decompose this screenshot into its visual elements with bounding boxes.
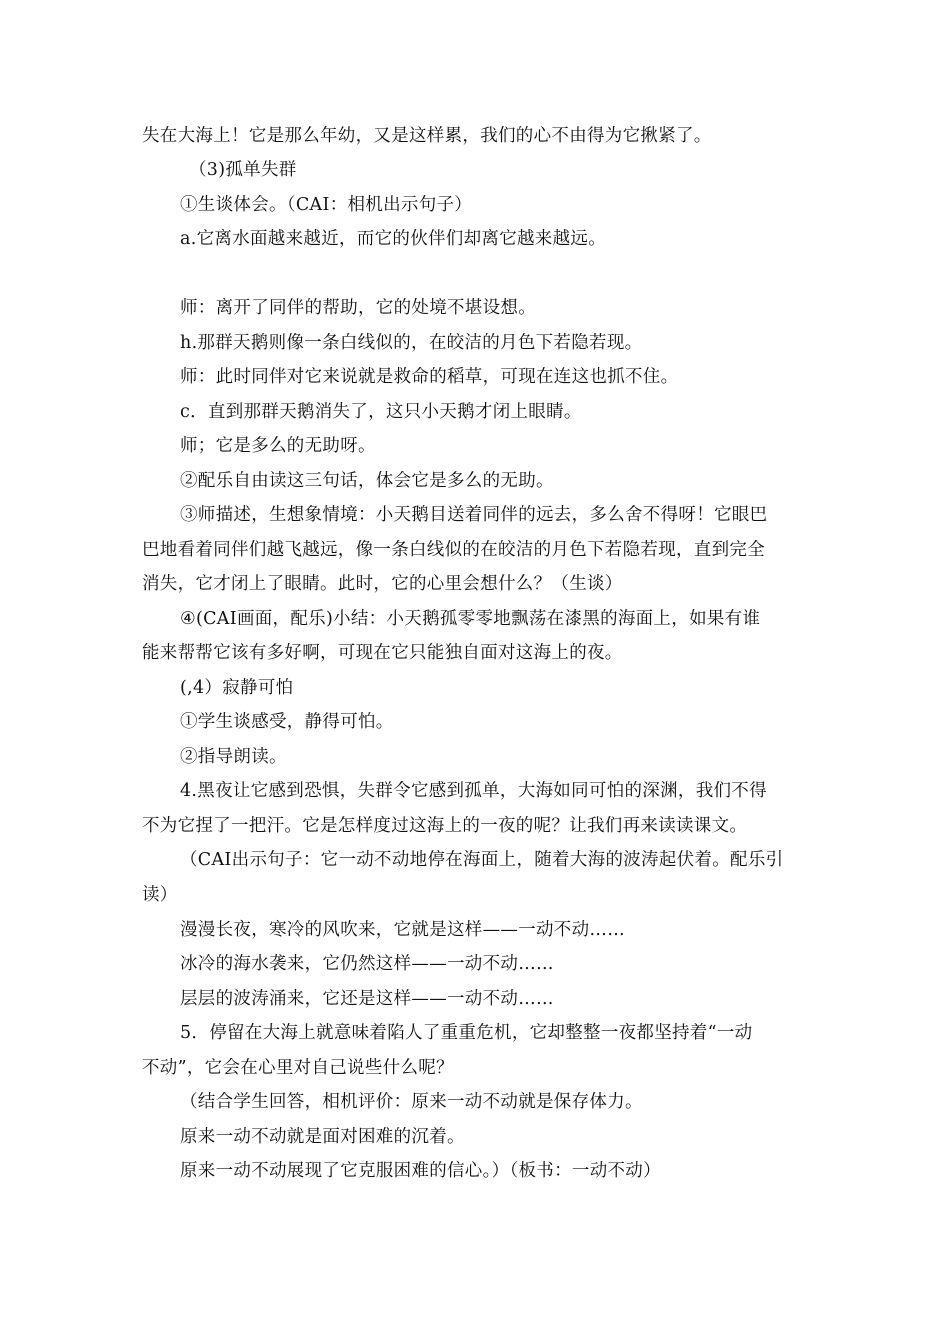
text-line: 消失，它才闭上了眼睛。此时，它的心里会想什么？（生谈） — [142, 574, 623, 594]
text-line: ④(CAI画面，配乐)小结：小天鹅孤零零地飘荡在漆黑的海面上，如果有谁 — [180, 609, 761, 629]
section-heading: (,4）寂静可怕 — [180, 678, 294, 698]
text-line: 不动”，它会在心里对自己说些什么呢？ — [142, 1058, 454, 1078]
text-line: 失在大海上！它是那么年幼，又是这样累，我们的心不由得为它揪紧了。 — [142, 126, 712, 146]
text-line: 师：此时同伴对它来说就是救命的稻草，可现在连这也抓不住。 — [180, 367, 679, 387]
text-line: 读） — [142, 885, 178, 905]
text-line: 师：离开了同伴的帮助，它的处境不堪设想。 — [180, 298, 536, 318]
text-line: a.它离水面越来越近，而它的伙伴们却离它越来越远。 — [180, 229, 606, 249]
text-line: 原来一动不动展现了它克服困难的信心。）（板书：一动不动） — [180, 1161, 661, 1181]
text-line: 能来帮帮它该有多好啊，可现在它只能独自面对这海上的夜。 — [142, 643, 623, 663]
text-line: h.那群天鹅则像一条白线似的，在皎洁的月色下若隐若现。 — [180, 333, 643, 353]
text-line: （结合学生回答，相机评价：原来一动不动就是保存体力。 — [180, 1092, 643, 1112]
text-line: ①生谈体会。（CAI：相机出示句子） — [180, 195, 473, 215]
text-line: 原来一动不动就是面对困难的沉着。 — [180, 1127, 465, 1147]
text-line: 巴地看着同伴们越飞越远，像一条白线似的在皎洁的月色下若隐若现，直到完全 — [142, 540, 765, 560]
text-line: ②配乐自由读这三句话，体会它是多么的无助。 — [180, 471, 554, 491]
text-line: 冰冷的海水袭来，它仍然这样——一动不动…… — [180, 954, 554, 974]
text-line: ②指导朗读。 — [180, 747, 287, 767]
text-line: 层层的波涛涌来，它还是这样——一动不动…… — [180, 989, 554, 1009]
text-line: 师；它是多么的无助呀。 — [180, 436, 376, 456]
text-line: 不为它捏了一把汗。它是怎样度过这海上的一夜的呢？让我们再来读读课文。 — [142, 816, 748, 836]
text-line: c．直到那群天鹅消失了，这只小天鹅才闭上眼睛。 — [180, 402, 582, 422]
text-line: （CAI出示句子：它一动不动地停在海面上，随着大海的波涛起伏着。配乐引 — [180, 850, 784, 870]
text-line: ①学生谈感受，静得可怕。 — [180, 712, 394, 732]
section-heading: （3)孤单失群 — [189, 160, 297, 180]
text-line: 5．停留在大海上就意味着陷人了重重危机，它却整整一夜都坚持着“一动 — [180, 1023, 753, 1043]
text-line: ③师描述，生想象情境：小天鹅目送着同伴的远去，多么舍不得呀！它眼巴 — [180, 505, 768, 525]
text-line: 4.黑夜让它感到恐惧，失群令它感到孤单，大海如同可怕的深渊，我们不得 — [180, 781, 767, 801]
text-line: 漫漫长夜，寒冷的风吹来，它就是这样——一动不动…… — [180, 920, 625, 940]
